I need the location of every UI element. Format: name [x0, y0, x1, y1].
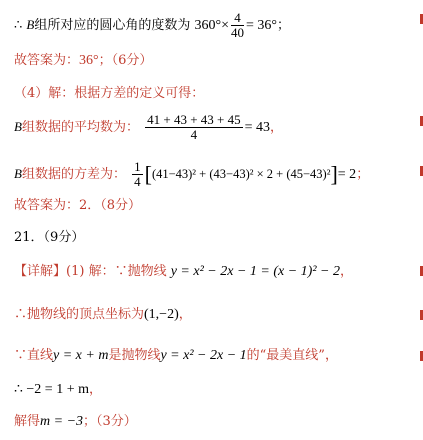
- answer-value: 36°: [79, 53, 99, 68]
- fraction-denominator: 40: [231, 25, 245, 40]
- text: 组所对应的圆心角的度数为: [34, 18, 191, 33]
- math-result: = 36°: [246, 18, 278, 33]
- vertex-coord: (1,−2): [144, 307, 179, 322]
- answer-8: 故答案为：2．（8分）: [14, 198, 142, 213]
- variance-result: = 2: [337, 167, 357, 182]
- line-q21: [14, 230, 84, 246]
- parabola-expr: y = x² − 2x − 1: [160, 348, 247, 363]
- answer-prefix: 故答案为：: [14, 53, 80, 68]
- line-expr: y = x + m: [53, 348, 109, 363]
- group-var: B: [26, 17, 35, 32]
- score: ；（6分）: [98, 53, 153, 68]
- variance-expr: (41−43)² + (43−43)² × 2 + (45−43)²: [151, 167, 331, 181]
- mean-fraction: [145, 113, 243, 142]
- line-mean: [14, 113, 283, 142]
- question-number: 21．（9分）: [14, 230, 85, 245]
- fraction-denominator: 4: [134, 174, 141, 189]
- line-vertex: [14, 307, 192, 323]
- line-answer-8: [14, 198, 141, 214]
- fraction-numerator: 41 + 43 + 43 + 45: [147, 112, 241, 127]
- fraction: [231, 11, 244, 40]
- detail-text: (1) 解：∵抛物线: [66, 264, 167, 279]
- punct: ，: [339, 264, 353, 279]
- punct: ，: [88, 382, 102, 397]
- fraction-numerator: 1: [134, 159, 141, 174]
- mean-label: 组数据的平均数为：: [21, 120, 139, 135]
- solution-expr: m = −3: [40, 414, 84, 429]
- math-expr: 360°×: [194, 18, 230, 33]
- punct: ；: [277, 18, 291, 33]
- line-best-line: [14, 348, 338, 364]
- equation: ∴ −2 = 1 + m: [14, 382, 89, 397]
- line-detail: [14, 264, 353, 280]
- detail-tag: 【详解】: [14, 264, 67, 279]
- part4-heading: （4）解：根据方差的定义可得：: [14, 86, 205, 101]
- right-bracket: ]: [330, 161, 338, 187]
- fraction-numerator: 4: [231, 11, 244, 26]
- line-equation: [14, 382, 102, 398]
- parabola-expr: y = x² − 2x − 1 = (x − 1)² − 2: [170, 264, 340, 279]
- score: ；（3分）: [83, 414, 137, 429]
- because-line: ∵直线: [14, 348, 54, 363]
- variance-fraction: [132, 160, 143, 189]
- punct: ，: [178, 307, 192, 322]
- vertex-label: ∴抛物线的顶点坐标为: [14, 307, 145, 322]
- solution-prefix: 解得: [14, 414, 41, 429]
- group-var: B: [14, 119, 22, 134]
- variance-label: 组数据的方差为：: [21, 167, 126, 182]
- line-solution: [14, 414, 137, 430]
- mid-text: 是抛物线: [108, 348, 161, 363]
- punct: ，: [270, 120, 284, 135]
- punct: ；: [356, 167, 370, 182]
- fraction-denominator: 4: [190, 127, 198, 142]
- best-line-text: 的“最美直线”，: [246, 348, 338, 363]
- therefore-symbol: ∴: [14, 18, 23, 33]
- line-variance: [14, 160, 369, 189]
- line-part4: [14, 86, 204, 102]
- left-bracket: [: [144, 161, 152, 187]
- line-b-angle: [14, 11, 290, 40]
- mean-result: = 43: [244, 120, 271, 135]
- line-answer-6: [14, 53, 152, 69]
- group-var: B: [14, 166, 22, 181]
